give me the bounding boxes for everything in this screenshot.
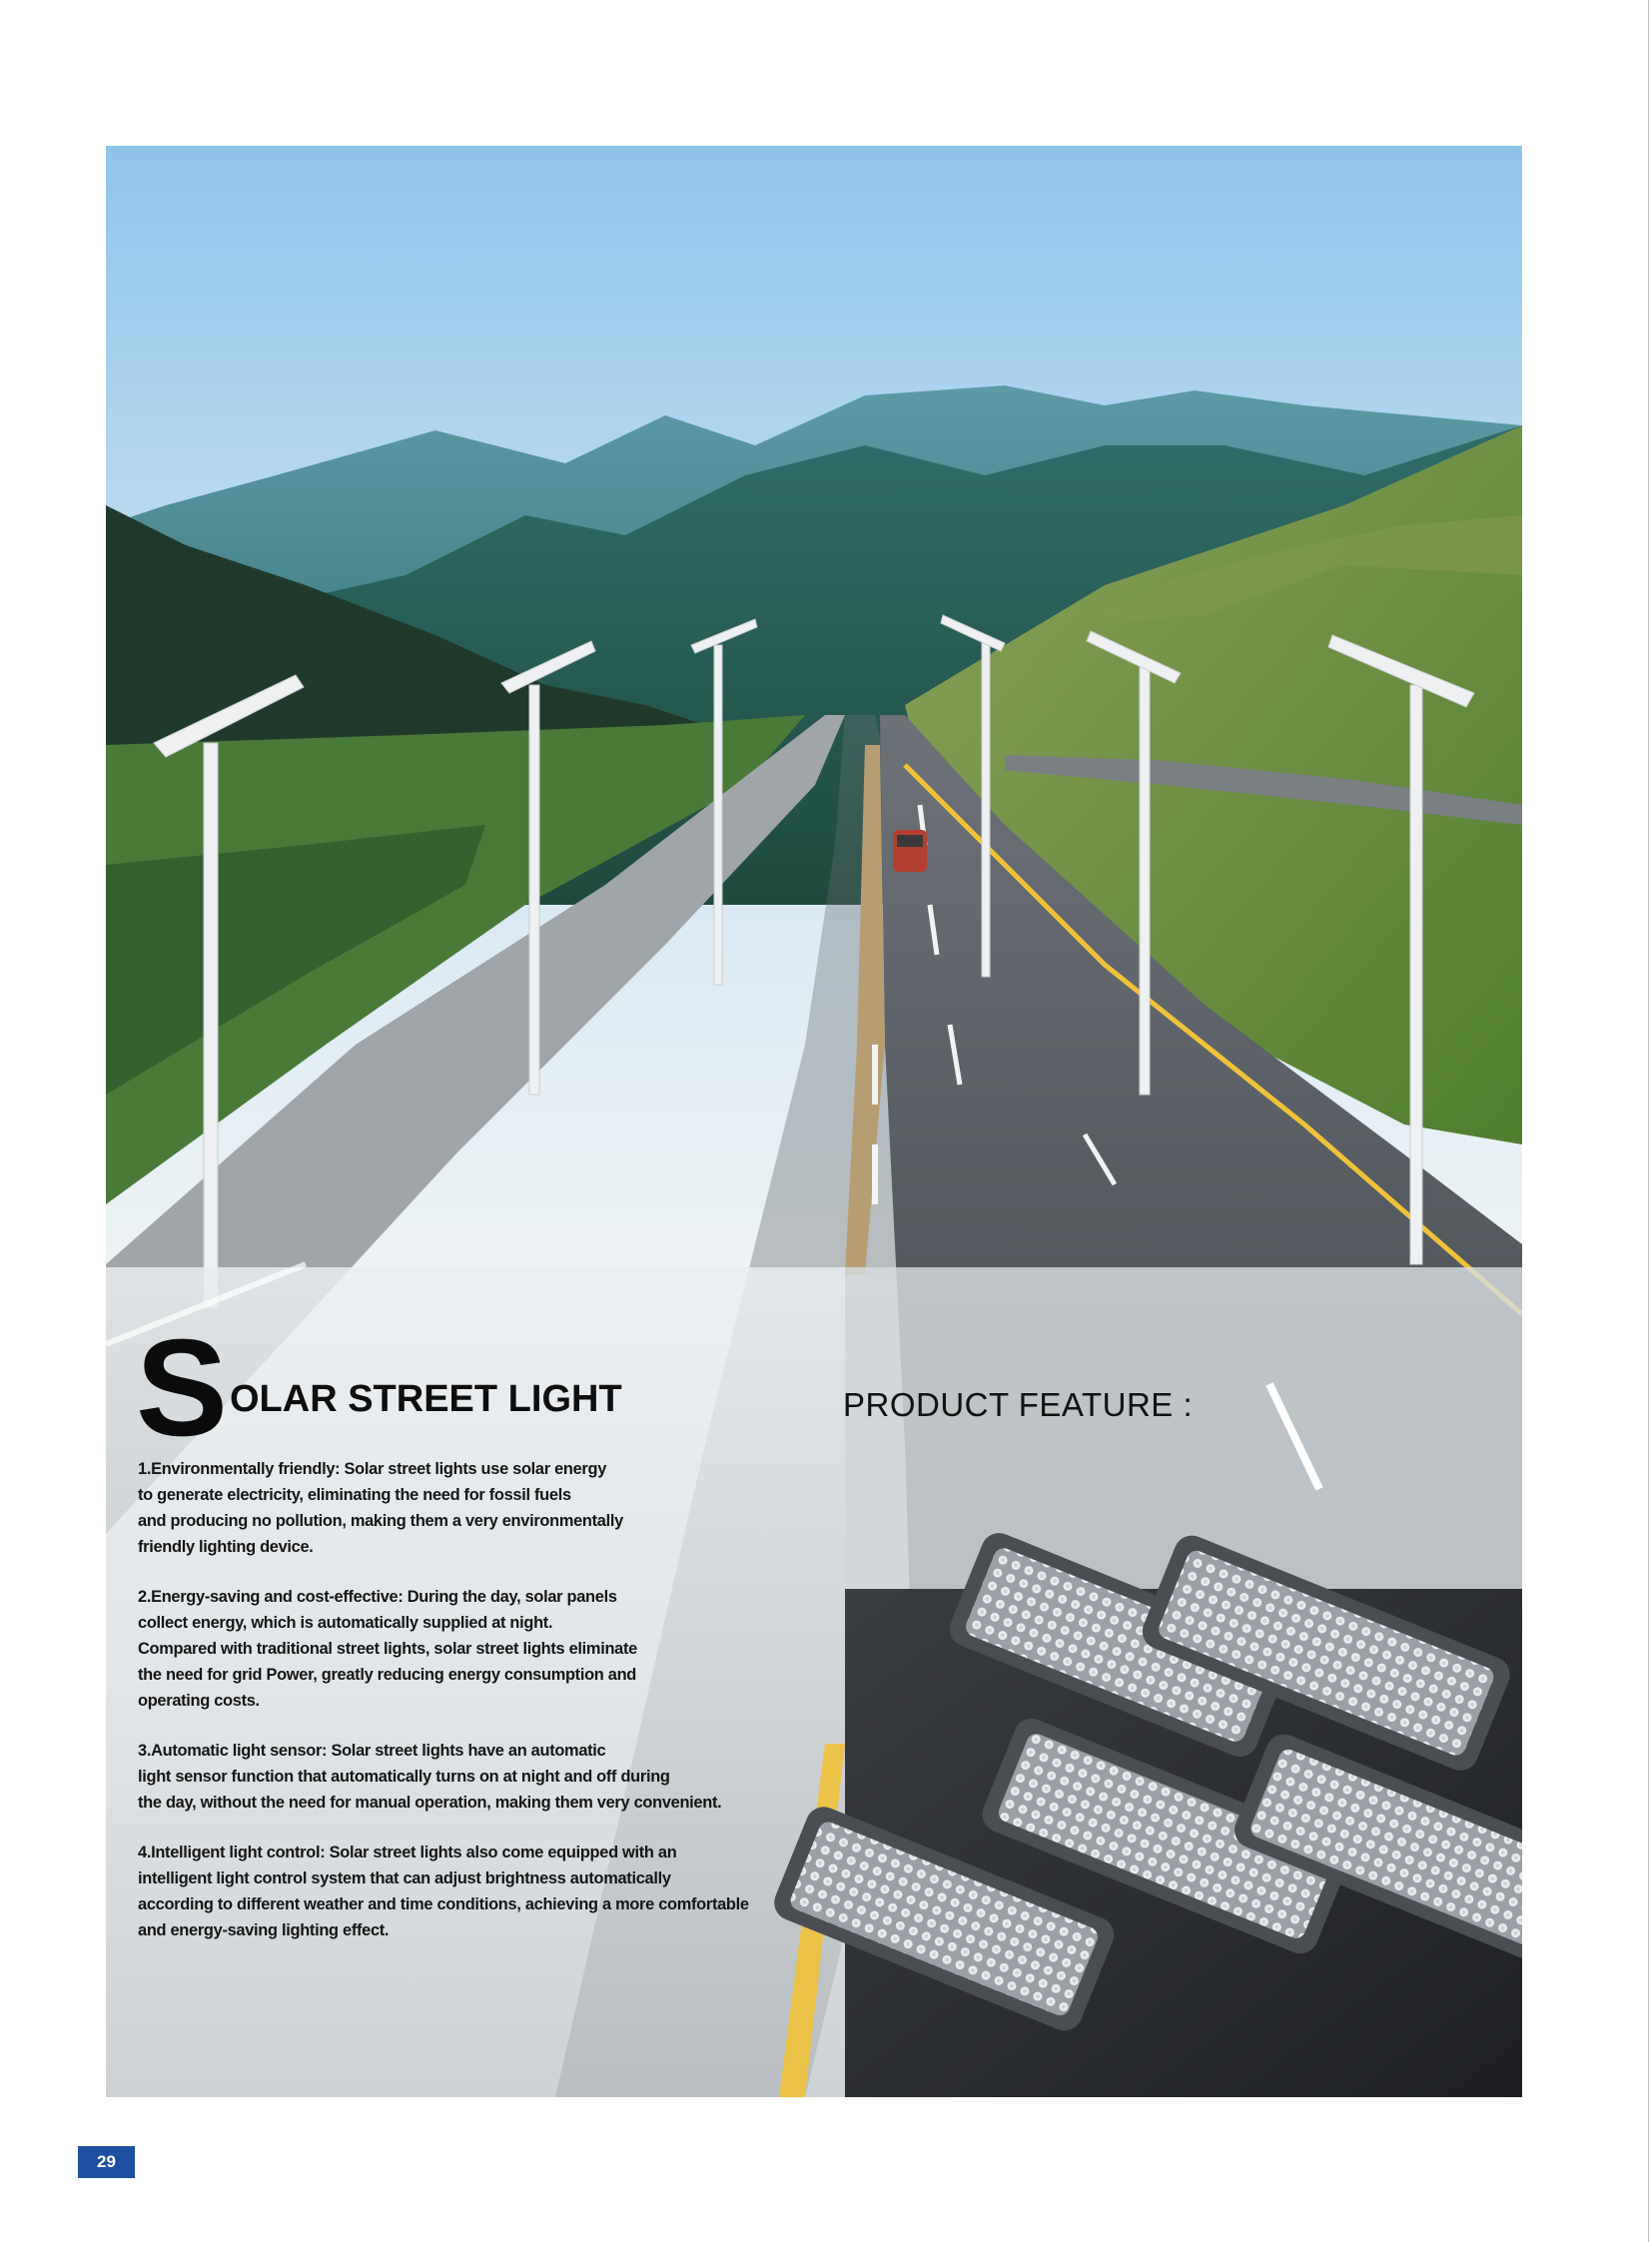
page-title: OLAR STREET LIGHT <box>230 1378 622 1420</box>
hero-image <box>106 146 1522 2097</box>
feature-item: 3.Automatic light sensor: Solar street lights have an automatic light sensor function that automatically turns on at night and off during the day, without the need for manual operation, making them very convenient. <box>138 1742 722 1812</box>
product-feature-heading: PRODUCT FEATURE : <box>843 1386 1194 1423</box>
page-edge-line <box>1648 0 1649 2242</box>
feature-item: 4.Intelligent light control: Solar street lights also come equipped with an intelligent light control system that can adjust brightness automatically according to different weather and time conditions, achieving a more comfortable and energy-saving lighting effect. <box>138 1844 749 1939</box>
page-number: 29 <box>78 2146 135 2178</box>
feature-item: 2.Energy-saving and cost-effective: During the day, solar panels collect energy, which is automatically supplied at night. Compared with traditional street lights, solar street lights eliminate the need for grid Power, greatly reducing energy consumption and operating costs. <box>138 1588 637 1710</box>
feature-list <box>138 1456 827 1967</box>
feature-item: 1.Environmentally friendly: Solar street lights use solar energy to generate electricity, eliminating the need for fossil fuels and producing no pollution, making them a very environmentally friendly lighting device. <box>138 1460 623 1556</box>
title-initial: S <box>136 1311 225 1465</box>
